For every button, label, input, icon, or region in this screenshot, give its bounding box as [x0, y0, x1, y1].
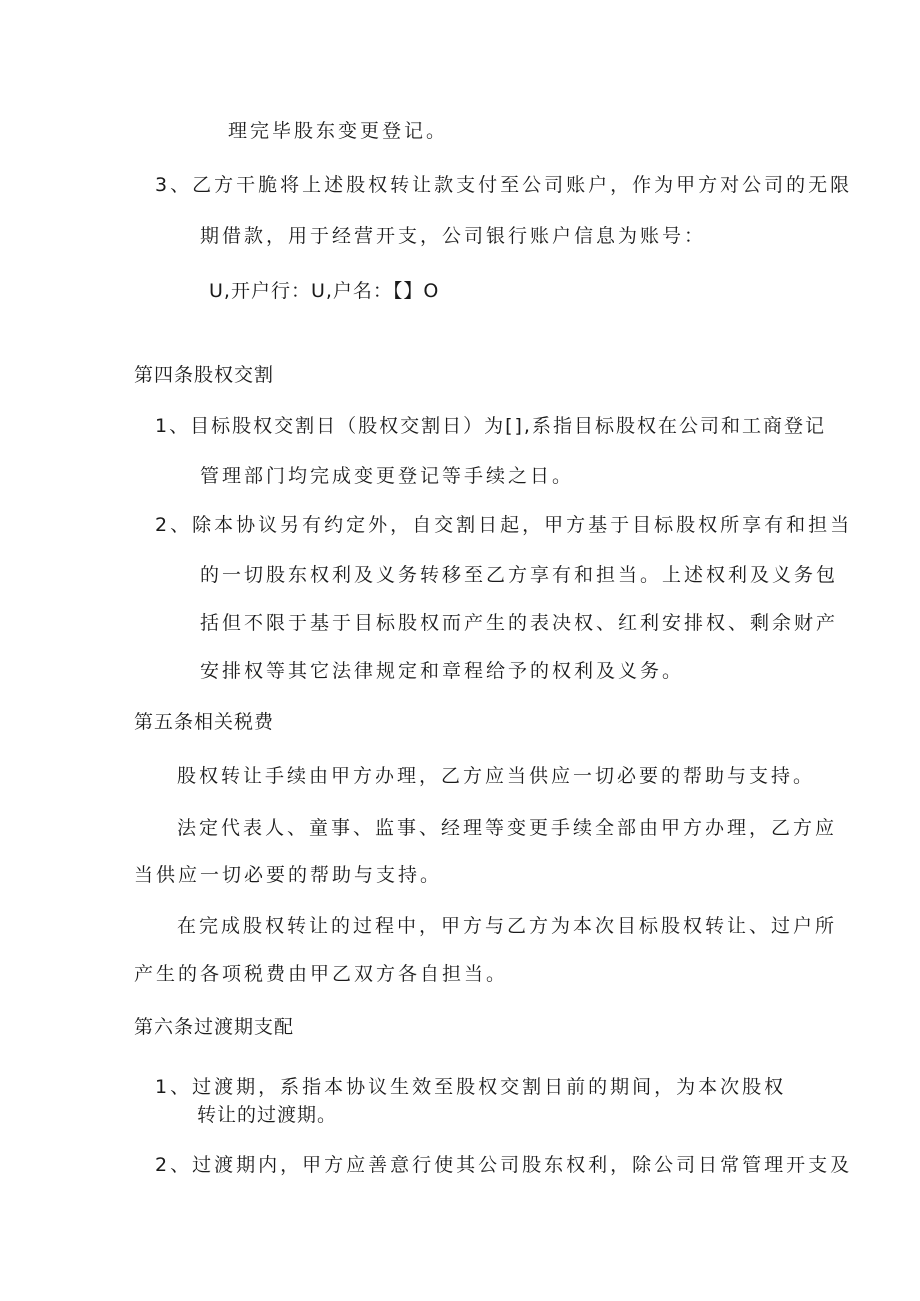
- section-heading-6: 第六条过渡期支配: [134, 1016, 295, 1038]
- text-line: 括但不限于基于目标股权而产生的表决权、红利安排权、剩余财产: [200, 612, 839, 634]
- text-line: 理完毕股东变更登记。: [228, 120, 449, 142]
- clause-1: 1、目标股权交割日（股权交割日）为[],系指目标股权在公司和工商登记: [155, 415, 826, 437]
- section-heading-4: 第四条股权交割: [134, 364, 275, 386]
- clause-2: 2、除本协议另有约定外，自交割日起，甲方基于目标股权所享有和担当: [155, 514, 853, 536]
- clause-3: 3、乙方干脆将上述股权转让款支付至公司账户，作为甲方对公司的无限: [155, 174, 853, 196]
- section-heading-5: 第五条相关税费: [134, 711, 275, 733]
- paragraph-line: 股权转让手续由甲方办理，乙方应当供应一切必要的帮助与支持。: [177, 765, 816, 787]
- paragraph-line: 在完成股权转让的过程中，甲方与乙方为本次目标股权转让、过户所: [177, 915, 838, 937]
- paragraph-line: 法定代表人、童事、监事、经理等变更手续全部由甲方办理，乙方应: [177, 817, 838, 839]
- clause-1: 1、过渡期，系指本协议生效至股权交割日前的期间，为本次股权: [155, 1076, 787, 1098]
- text-line: 期借款，用于经营开支，公司银行账户信息为账号：: [200, 225, 707, 247]
- text-line: 的一切股东权利及义务转移至乙方享有和担当。上述权利及义务包: [200, 564, 839, 586]
- text-line: 转让的过渡期。: [197, 1104, 338, 1126]
- text-line: 安排权等其它法律规定和章程给予的权利及义务。: [200, 660, 685, 682]
- paragraph-line: 产生的各项税费由甲乙双方各自担当。: [134, 963, 509, 985]
- account-info-line: U,开户行：U,户名：【】O: [209, 280, 440, 302]
- clause-2: 2、过渡期内，甲方应善意行使其公司股东权利，除公司日常管理开支及: [155, 1154, 853, 1176]
- paragraph-line: 当供应一切必要的帮助与支持。: [134, 864, 443, 886]
- text-line: 管理部门均完成变更登记等手续之日。: [200, 465, 575, 487]
